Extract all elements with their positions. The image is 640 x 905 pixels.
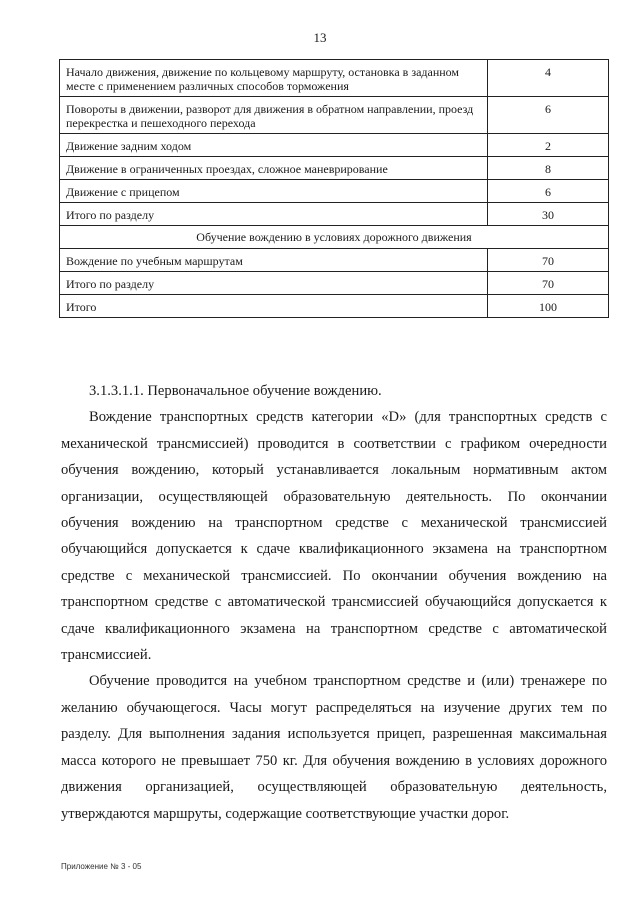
row-hours: 6 — [488, 180, 609, 203]
row-title: Движение с прицепом — [60, 180, 488, 203]
table-row — [60, 157, 609, 180]
row-title: Начало движения, движение по кольцевому маршруту, остановка в заданном месте с применением различных способов торможения — [60, 60, 488, 97]
table-row — [60, 97, 609, 134]
row-hours: 70 — [488, 249, 609, 272]
hours-table — [59, 59, 609, 318]
row-title: Движение в ограниченных проездах, сложное маневрирование — [60, 157, 488, 180]
page-number: 13 — [313, 30, 327, 45]
row-hours: 4 — [488, 60, 609, 97]
table-row — [60, 180, 609, 203]
table-row — [60, 249, 609, 272]
section-heading: 3.1.3.1.1. Первоначальное обучение вождению. — [89, 383, 382, 399]
body-text — [61, 378, 607, 827]
row-hours: 6 — [488, 97, 609, 134]
table-row — [60, 295, 609, 318]
paragraph: Обучение проводится на учебном транспортном средстве и (или) тренажере по желанию обучающегося. Часы могут распределяться на изучение других тем по разделу. Для выполнения задания используется прицеп, разрешенная максимальная масса которого не превышает 750 кг. Для обучения вождению в условиях дорожного движения организацией, осуществляющей образовательную деятельность, утверждаются маршруты, содержащие соответствующие участки дорог. — [61, 673, 607, 822]
row-title: Вождение по учебным маршрутам — [60, 249, 488, 272]
table-row — [60, 134, 609, 157]
row-hours: 8 — [488, 157, 609, 180]
table-row — [60, 272, 609, 295]
table-row — [60, 60, 609, 97]
section-header-row — [60, 226, 609, 249]
section-header: Обучение вождению в условиях дорожного движения — [60, 226, 609, 249]
row-hours: 70 — [488, 272, 609, 295]
row-title: Движение задним ходом — [60, 134, 488, 157]
row-title: Итого по разделу — [60, 203, 488, 226]
paragraph: Вождение транспортных средств категории «D» (для транспортных средств с механической трансмиссией) проводится в соответствии с графиком очередности обучения вождению, который устанавливается локальным нормативным актом организации, осуществляющей образовательную деятельность. По окончании обучения вождению на транспортном средстве с механической трансмиссией обучающийся допускается к сдаче квалификационного экзамена на транспортном средстве с механической трансмиссией. По окончании обучения вождению на транспортном средстве с автоматической трансмиссией обучающийся допускается к сдаче квалификационного экзамена на транспортном средстве с автоматической трансмиссией. — [61, 409, 607, 664]
table-row — [60, 203, 609, 226]
footer-note: Приложение № 3 - 05 — [61, 862, 142, 871]
row-title: Итого по разделу — [60, 272, 488, 295]
row-title: Итого — [60, 295, 488, 318]
row-hours: 30 — [488, 203, 609, 226]
row-title: Повороты в движении, разворот для движения в обратном направлении, проезд перекрестка и пешеходного перехода — [60, 97, 488, 134]
row-hours: 100 — [488, 295, 609, 318]
row-hours: 2 — [488, 134, 609, 157]
